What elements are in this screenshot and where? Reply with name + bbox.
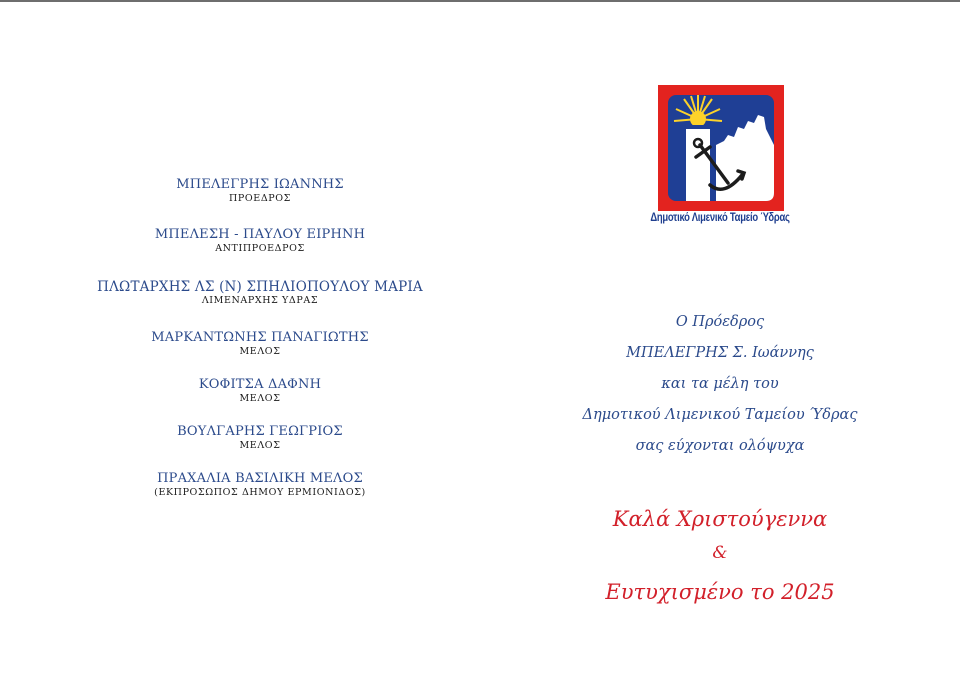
member-role: ΛΙΜΕΝΑΡΧΗΣ ΥΔΡΑΣ [201,295,319,306]
member-name: ΠΛΩΤΑΡΧΗΣ ΛΣ (Ν) ΣΠΗΛΙΟΠΟΥΛΟΥ ΜΑΡΙΑ [97,279,423,295]
member-role: ΜΕΛΟΣ [239,393,281,404]
greeting-line-members: και τα μέλη του [661,376,779,392]
member-name: ΜΑΡΚΑΝΤΩΝΗΣ ΠΑΝΑΓΙΩΤΗΣ [151,330,369,345]
member-name: ΚΟΦΙΤΣΑ ΔΑΦΝΗ [198,377,322,392]
port-fund-logo [658,85,784,211]
member-entry [60,424,460,452]
member-role: ΜΕΛΟΣ [239,440,281,451]
greeting-line-name: ΜΠΕΛΕΓΡΗΣ Σ. Ιωάννης [626,345,814,361]
greeting-line-organization: Δημοτικού Λιμενικού Ταμείου Ύδρας [582,407,858,423]
member-role: ΜΕΛΟΣ [239,346,281,357]
member-entry [60,177,460,205]
member-entry [60,471,460,499]
greeting-line-wishes: σας εύχονται ολόψυχα [635,438,805,454]
new-year-wish: Ευτυχισμένο το 2025 [605,580,835,604]
christmas-wish: Καλά Χριστούγεννα [612,507,828,531]
member-name: ΜΠΕΛΕΓΡΗΣ ΙΩΑΝΝΗΣ [176,177,344,192]
member-role: ΠΡΟΕΔΡΟΣ [229,193,291,204]
logo-caption: Δημοτικό Λιμενικό Ταμείο Ύδρας [650,212,790,224]
member-name: ΒΟΥΛΓΑΡΗΣ ΓΕΩΓΡΙΟΣ [177,424,343,439]
member-entry [60,330,460,358]
member-entry [60,227,460,255]
member-entry [60,279,460,307]
member-entry [60,377,460,405]
member-role: ΑΝΤΙΠΡΟΕΔΡΟΣ [215,243,305,254]
greeting-line-president: Ο Πρόεδρος [675,314,765,330]
top-border [0,0,960,2]
member-name: ΠΡΑΧΑΛΙΑ ΒΑΣΙΛΙΚΗ ΜΕΛΟΣ [157,471,363,486]
member-role: (ΕΚΠΡΟΣΩΠΟΣ ΔΗΜΟΥ ΕΡΜΙΟΝΙΔΟΣ) [154,487,366,498]
member-name: ΜΠΕΛΕΣΗ - ΠΑΥΛΟΥ ΕΙΡΗΝΗ [154,227,366,242]
ampersand: & [712,543,728,563]
